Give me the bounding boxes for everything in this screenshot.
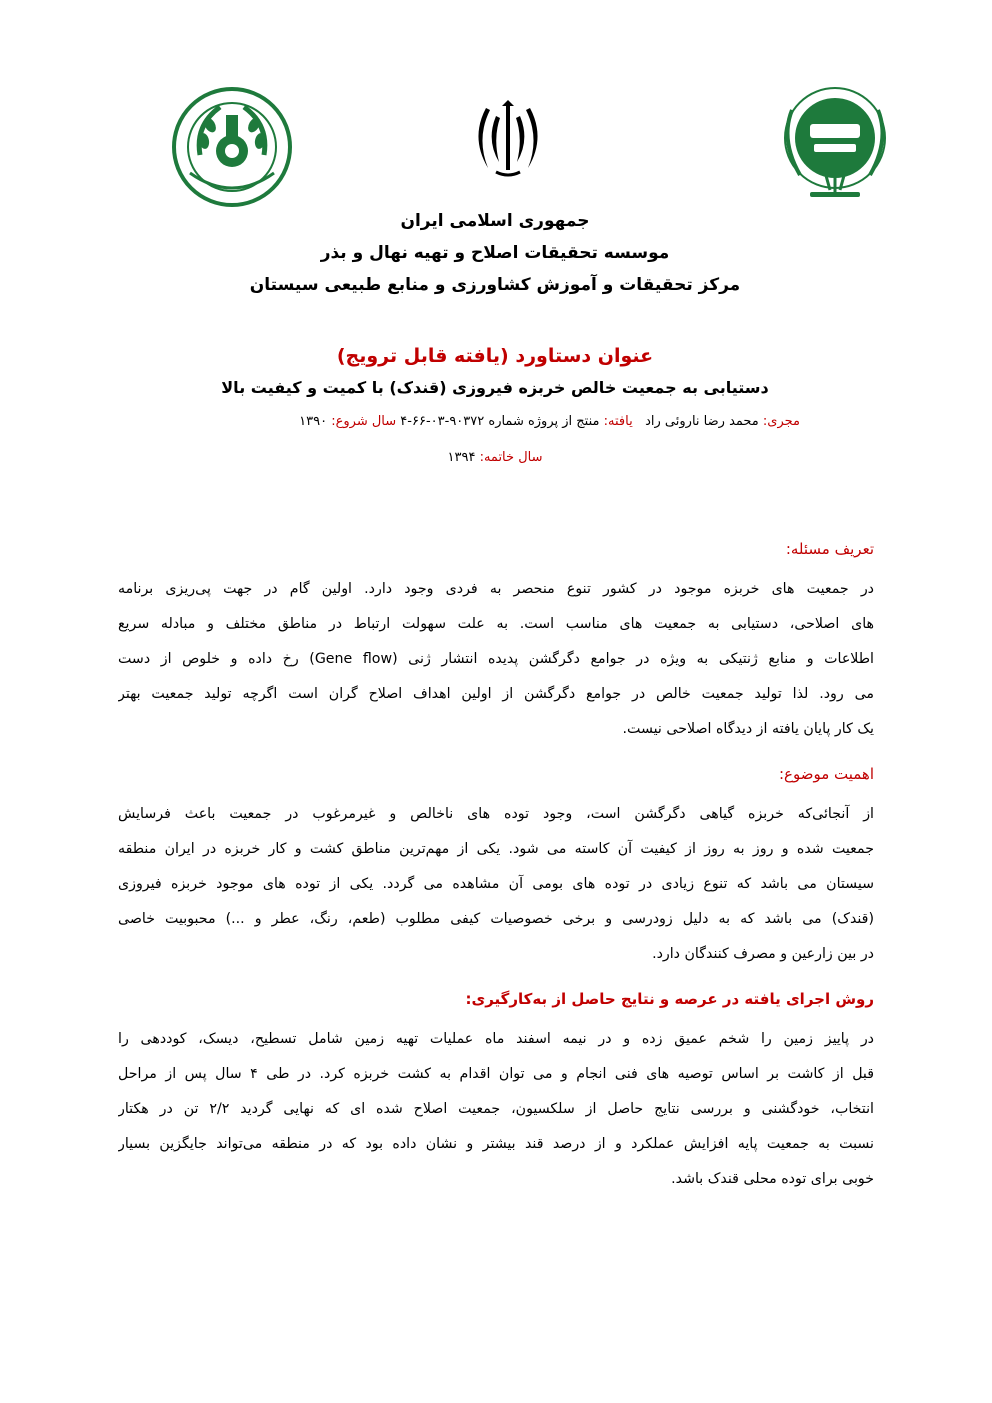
executor-label: مجری: xyxy=(762,414,800,429)
section-body-importance xyxy=(118,797,874,972)
document-subtitle: دستیابی به جمعیت خالص خربزه فیروزی (قندک) با کمیت و کیفیت بالا xyxy=(221,378,769,397)
paragraph-line: سیستان می باشد که تنوع زیادی در توده های بومی آن مشاهده می گردد. یکی از توده های موجود خربزه فیروزی xyxy=(118,876,874,892)
end-year-value: ۱۳۹۴ xyxy=(447,450,476,465)
paragraph-line: های اصلاحی، دستیابی به جمعیت های مناسب است. به علت سهولت ارتباط در مناطق مختلف و مبادله سریع xyxy=(118,616,874,632)
executor-value: محمد رضا ناروئی راد xyxy=(645,414,759,429)
document-title: عنوان دستاورد (یافته قابل ترویج) xyxy=(336,345,654,367)
end-year-label: سال خاتمه: xyxy=(479,450,543,465)
paragraph-line: در جمعیت های خربزه موجود در کشور تنوع منحصر به فردی وجود دارد. اولین گام در جهت پی‌ریزی برنامه xyxy=(118,581,874,597)
section-title-method: روش اجرای یافته در عرصه و نتایج حاصل از به‌کارگیری: xyxy=(465,990,874,1008)
paragraph-line: یک کار پایان یافته از دیدگاه اصلاحی نیست. xyxy=(622,721,874,737)
paragraph-line: اطلاعات و منابع ژنتیکی به ویژه در جوامع دگرگشن پدیده انتشار ژنی (Gene flow) رخ داده و خلوص از دست xyxy=(118,651,874,667)
paragraph-line: قبل از کاشت بر اساس توصیه های فنی انجام و می توان اقدام به کشت خربزه کرد. در طی ۴ سال پس از مراحل xyxy=(118,1066,874,1082)
paragraph-line: (قندک) می باشد که به دلیل زودرسی و برخی خصوصیات کیفی مطلوب (طعم، رنگ، عطر و ...) محبوبیت خاصی xyxy=(118,911,874,927)
start-year-value: ۱۳۹۰ xyxy=(299,414,328,429)
start-year-label: سال شروع: xyxy=(331,414,397,429)
paragraph-line: در پاییز زمین را شخم عمیق زده و در نیمه اسفند ماه عملیات تهیه زمین شامل تسطیح، دیسک، کوددهی را xyxy=(118,1031,874,1047)
paragraph-line: در بین زارعین و مصرف کنندگان دارد. xyxy=(652,946,874,962)
paragraph-line: خوبی برای توده محلی قندک باشد. xyxy=(671,1171,874,1187)
iran-emblem-logo xyxy=(466,98,550,182)
institute-seal-logo xyxy=(170,85,295,210)
section-body-problem xyxy=(118,572,874,747)
section-title-importance: اهمیت موضوع: xyxy=(778,765,874,783)
section-body-method xyxy=(118,1022,874,1197)
section-title-problem: تعریف مسئله: xyxy=(785,540,874,558)
meta-line-1 xyxy=(200,414,800,429)
paragraph-line: از آنجائی‌که خربزه گیاهی دگرگشن است، وجود توده های ناخالص و غیرمرغوب در جمعیت باعث فرسایش xyxy=(118,806,874,822)
paragraph-line: می رود. لذا تولید جمعیت خالص در جوامع دگرگشن از اولین اهداف اصلاح گران است اگرچه تولید جمعیت بهتر xyxy=(118,686,874,702)
paragraph-line: جمعیت شده و روز به روز از کیفیت آن کاسته می شود. یکی از مهم‌ترین مناطق کشت و کار خربزه در ایران منطقه xyxy=(118,841,874,857)
finding-value: منتج از پروژه شماره ۹۰۳۷۲-۰۳-۶۶-۴ xyxy=(400,414,600,429)
jihad-keshavarzi-logo xyxy=(770,80,900,205)
paragraph-line: انتخاب، خودگشنی و بررسی نتایج حاصل از سلکسیون، جمعیت اصلاح شده ای که نهایی گردید ۲/۲ تن در هکتار xyxy=(118,1101,874,1117)
header-line-3: مرکز تحقیقات و آموزش کشاورزی و منابع طبیعی سیستان xyxy=(249,275,741,295)
header-line-1: جمهوری اسلامی ایران xyxy=(400,211,590,231)
header-line-2: موسسه تحقیقات اصلاح و تهیه نهال و بذر xyxy=(320,243,670,263)
paragraph-line: نسبت به جمعیت پایه افزایش عملکرد و از درصد قند بیشتر و نشان داده بود که در منطقه می‌تواند جایگزین بسیار xyxy=(118,1136,874,1152)
meta-line-2 xyxy=(120,450,870,465)
finding-label: یافته: xyxy=(603,414,633,429)
